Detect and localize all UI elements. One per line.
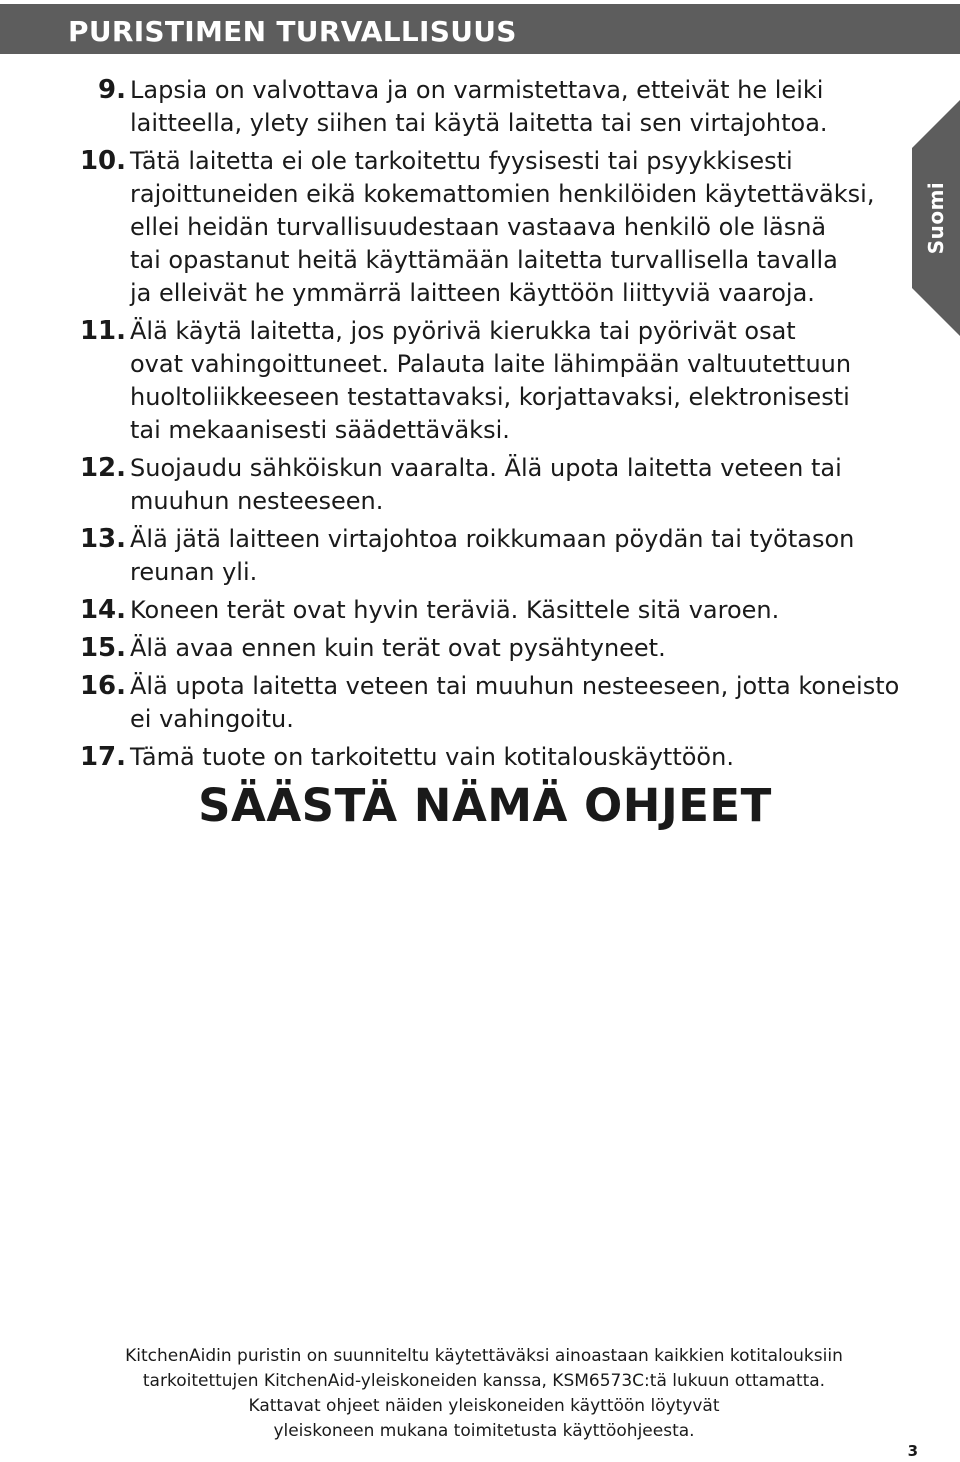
item-text: Lapsia on valvottava ja on varmistettava, etteivät he leiki laitteella, ylety siihen tai käytä laitetta tai sen virtajohtoa. (130, 76, 828, 137)
item-text: Koneen terät ovat hyvin teräviä. Käsittele sitä varoen. (130, 596, 780, 624)
footer-line: yleiskoneen mukana toimitetusta käyttöohjeesta. (273, 1421, 695, 1441)
footer-line: tarkoitettujen KitchenAid-yleiskoneiden kanssa, KSM6573C:tä lukuun ottamatta. (142, 1371, 826, 1391)
item-number: 11. (79, 316, 126, 346)
list-item (74, 632, 910, 665)
footer-note (0, 1344, 960, 1444)
list-item (74, 315, 910, 447)
list-item (74, 741, 910, 774)
item-number: 14. (79, 595, 126, 625)
list-item (74, 452, 910, 518)
list-item (74, 594, 910, 627)
save-instructions-heading: SÄÄSTÄ NÄMÄ OHJEET (198, 779, 772, 832)
item-text: Suojaudu sähköiskun vaaralta. Älä upota laitetta veteen tai muuhun nesteeseen. (130, 454, 842, 515)
section-title: PURISTIMEN TURVALLISUUS (68, 15, 517, 48)
language-tab-label: Suomi (924, 181, 948, 255)
footer-line: KitchenAidin puristin on suunniteltu käytettäväksi ainoastaan kaikkien kotitalouksiin (125, 1346, 843, 1366)
item-text: Tämä tuote on tarkoitettu vain kotitalouskäyttöön. (130, 743, 734, 771)
item-text: Älä käytä laitetta, jos pyörivä kierukka tai pyörivät osat ovat vahingoittuneet. Palauta laite lähimpään valtuutettuun huoltoliikkeeseen testattavaksi, korjattavaksi, elektronisesti tai mekaanisesti säädettäväksi. (130, 317, 852, 444)
item-number: 9. (98, 75, 126, 105)
language-tab (912, 100, 960, 336)
item-number: 15. (79, 633, 126, 663)
footer-line: Kattavat ohjeet näiden yleiskoneiden käyttöön löytyvät (248, 1396, 720, 1416)
item-text: Älä jätä laitteen virtajohtoa roikkumaan pöydän tai työtason reunan yli. (130, 525, 855, 586)
item-text: Älä upota laitetta veteen tai muuhun nesteeseen, jotta koneisto ei vahingoitu. (130, 672, 900, 733)
list-item (74, 670, 910, 736)
item-number: 10. (79, 146, 126, 176)
safety-instructions-list (74, 74, 910, 779)
item-number: 17. (79, 742, 126, 772)
item-text: Tätä laitetta ei ole tarkoitettu fyysisesti tai psyykkisesti rajoittuneiden eikä kokemattomien henkilöiden käytettäväksi, ellei heidän turvallisuudestaan vastaava henkilö ole läsnä tai opastanut heitä käyttämään laitetta turvallisella tavalla ja elleivät he ymmärrä laitteen käyttöön liittyviä vaaroja. (130, 147, 875, 307)
section-header-bar (0, 4, 960, 54)
list-item (74, 74, 910, 140)
item-text: Älä avaa ennen kuin terät ovat pysähtyneet. (130, 634, 666, 662)
list-item (74, 145, 910, 310)
item-number: 12. (79, 453, 126, 483)
item-number: 16. (79, 671, 126, 701)
list-item (74, 523, 910, 589)
item-number: 13. (79, 524, 126, 554)
page-number: 3 (907, 1442, 918, 1460)
